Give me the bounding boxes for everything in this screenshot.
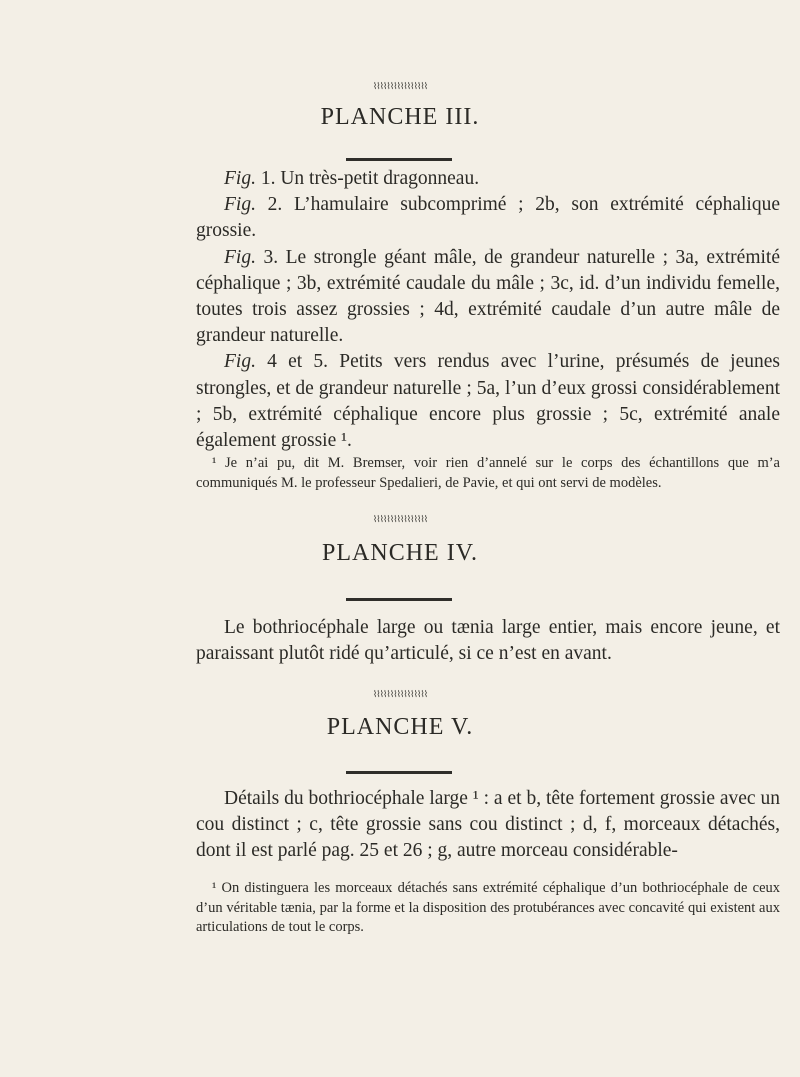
- plate-5-title: PLANCHE V.: [326, 714, 474, 740]
- plate-3-rule: [346, 158, 452, 161]
- figure-3: [196, 245, 780, 350]
- figure-2: [196, 192, 780, 244]
- figure-label: Fig.: [224, 168, 256, 189]
- footnote-text: ¹ On distinguera les morceaux détachés sans extrémité céphalique d’un bothriocéphale de ceux d’un véritable tænia, par la forme et la disposition des protubérances avec concavité qui existent aux articulations de tout le corps.: [196, 880, 780, 935]
- footnote-text: ¹ Je n’ai pu, dit M. Bremser, voir rien d’annelé sur le corps des échantillons que m’a communiqués M. le professeur Spedalieri, de Pavie, et qui ont servi de modèles.: [196, 455, 780, 491]
- figure-label: Fig.: [224, 351, 256, 373]
- plate-4-ornament: ⌇⌇⌇⌇⌇⌇⌇⌇⌇⌇⌇⌇⌇⌇⌇⌇: [372, 515, 428, 525]
- plate-5-footnote: [196, 879, 780, 938]
- plate-4-body: [196, 615, 780, 667]
- figure-1: [196, 166, 780, 192]
- plate-5-text: Détails du bothriocéphale large ¹ : a et b, tête fortement grossie avec un cou distinct ; c, tête grossie sans cou distinct ; d, f, morceaux détachés, dont il est parlé pag. 25 et 26 ; g, autre morceau considérable-: [196, 788, 780, 862]
- plate-4-title: PLANCHE IV.: [322, 540, 478, 566]
- figure-text: 2. L’hamulaire subcomprimé ; 2b, son extrémité céphalique grossie.: [196, 194, 780, 242]
- plate-5-rule: [346, 771, 452, 774]
- plate-5-body: [196, 786, 780, 865]
- figure-text: 1. Un très-petit dragonneau.: [255, 168, 480, 189]
- figure-label: Fig.: [224, 246, 256, 268]
- figure-4-5: [196, 349, 780, 454]
- plate-5-ornament: ⌇⌇⌇⌇⌇⌇⌇⌇⌇⌇⌇⌇⌇⌇⌇⌇: [372, 690, 428, 700]
- plate-3-figures: [196, 166, 780, 454]
- figure-label: Fig.: [224, 194, 256, 216]
- figure-text: 4 et 5. Petits vers rendus avec l’urine, présumés de jeunes strongles, et de grandeur naturelle ; 5a, l’un d’eux grossi considérablement ; 5b, extrémité céphalique encore plus grossie ; 5c, extrémité anale également grossie ¹.: [196, 351, 780, 452]
- plate-4-rule: [346, 598, 452, 601]
- plate-3-footnote: [196, 454, 780, 493]
- plate-3-ornament: ⌇⌇⌇⌇⌇⌇⌇⌇⌇⌇⌇⌇⌇⌇⌇⌇: [372, 82, 428, 92]
- plate-4-text: Le bothriocéphale large ou tænia large entier, mais encore jeune, et paraissant plutôt ridé qu’articulé, si ce n’est en avant.: [196, 617, 780, 665]
- plate-3-title: PLANCHE III.: [320, 104, 480, 130]
- figure-text: 3. Le strongle géant mâle, de grandeur naturelle ; 3a, extrémité céphalique ; 3b, extrémité caudale du mâle ; 3c, id. d’un individu femelle, toutes trois assez grossies ; 4d, extrémité caudale d’un autre mâle de grandeur naturelle.: [196, 246, 780, 347]
